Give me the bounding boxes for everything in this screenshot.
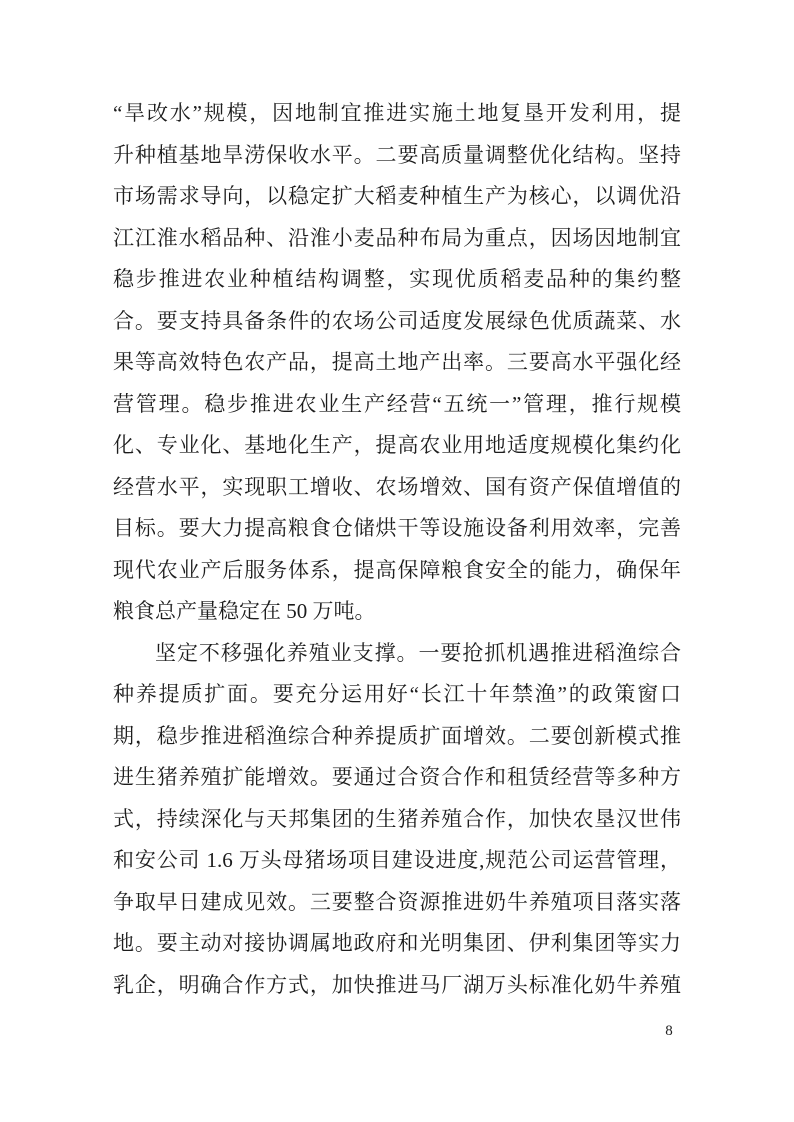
page-number: 8 — [665, 1023, 673, 1039]
text-line: 目标。要大力提高粮食仓储烘干等设施设备利用效率，完善 — [113, 516, 681, 540]
paragraph — [113, 633, 681, 1007]
text-line: 坚定不移强化养殖业支撑。一要抢抓机遇推进稻渔综合 — [155, 640, 681, 665]
text-line: 升种植基地旱涝保收水平。二要高质量调整优化结构。坚持 — [113, 142, 681, 167]
text-line: 合。要支持具备条件的农场公司适度发展绿色优质蔬菜、水 — [113, 308, 681, 333]
text-line: 市场需求导向，以稳定扩大稻麦种植生产为核心，以调优沿 — [113, 184, 681, 208]
text-line: 营管理。稳步推进农业生产经营“五统一”管理，推行规模 — [113, 391, 681, 416]
text-line: 进生猪养殖扩能增效。要通过合资合作和租赁经营等多种方 — [113, 765, 681, 789]
text-line: 稳步推进农业种植结构调整，实现优质稻麦品种的集约整 — [113, 267, 681, 291]
text-line: 式，持续深化与天邦集团的生猪养殖合作，加快农垦汉世伟 — [113, 806, 681, 831]
text-line: 地。要主动对接协调属地政府和光明集团、伊利集团等实力 — [113, 931, 681, 955]
text-line: 现代农业产后服务体系，提高保障粮食安全的能力，确保年 — [113, 557, 681, 582]
text-line: 粮食总产量稳定在 50 万吨。 — [113, 599, 376, 623]
text-line: “旱改水”规模，因地制宜推进实施土地复垦开发利用，提 — [113, 101, 681, 125]
text-line: 果等高效特色农产品，提高土地产出率。三要高水平强化经 — [113, 350, 681, 374]
text-line: 种养提质扩面。要充分运用好“长江十年禁渔”的政策窗口 — [113, 682, 681, 706]
text-line: 和安公司 1.6 万头母猪场项目建设进度,规范公司运营管理， — [113, 848, 681, 872]
document-text-block — [113, 93, 681, 1006]
text-line: 江江淮水稻品种、沿淮小麦品种布局为重点，因场因地制宜 — [113, 225, 681, 250]
text-line: 经营水平，实现职工增收、农场增效、国有资产保值增值的 — [113, 474, 681, 499]
text-line: 乳企，明确合作方式，加快推进马厂湖万头标准化奶牛养殖 — [113, 972, 681, 997]
text-line: 争取早日建成见效。三要整合资源推进奶牛养殖项目落实落 — [113, 889, 681, 914]
paragraph — [113, 93, 681, 633]
text-line: 期，稳步推进稻渔综合种养提质扩面增效。二要创新模式推 — [113, 723, 681, 748]
text-line: 化、专业化、基地化生产，提高农业用地适度规模化集约化 — [113, 433, 681, 457]
